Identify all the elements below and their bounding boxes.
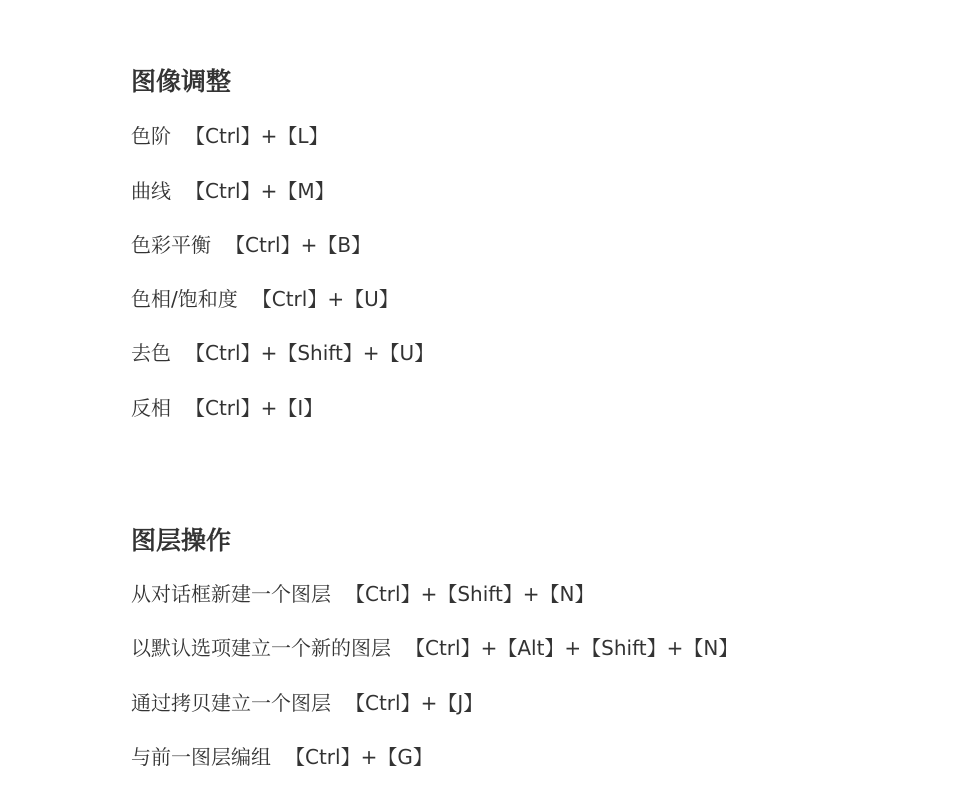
- shortcut-label: 色相/饱和度: [131, 287, 238, 311]
- shortcut-keys: 【Ctrl】+【B】: [225, 233, 372, 257]
- shortcut-keys: 【Ctrl】+【U】: [251, 287, 399, 311]
- shortcut-line: [131, 285, 399, 313]
- shortcut-line: [131, 177, 335, 205]
- shortcut-line: [131, 580, 595, 608]
- section-title-image-adjust: 图像调整: [131, 67, 232, 96]
- shortcut-label: 去色: [131, 341, 171, 365]
- shortcut-label: 曲线: [131, 179, 171, 203]
- shortcut-label: 以默认选项建立一个新的图层: [131, 636, 391, 660]
- shortcut-label: 色阶: [131, 124, 171, 148]
- shortcut-keys: 【Ctrl】+【Shift】+【N】: [345, 582, 595, 606]
- shortcut-label: 反相: [131, 396, 171, 420]
- shortcut-label: 与前一图层编组: [131, 745, 271, 769]
- shortcut-line: [131, 689, 483, 717]
- section-title-layer-ops: 图层操作: [131, 526, 232, 555]
- shortcut-line: [131, 339, 434, 367]
- shortcut-line: [131, 634, 738, 662]
- shortcut-line: [131, 231, 371, 259]
- shortcut-line: [131, 394, 323, 422]
- shortcut-line: [131, 743, 433, 771]
- shortcut-keys: 【Ctrl】+【J】: [345, 691, 484, 715]
- shortcut-keys: 【Ctrl】+【I】: [185, 396, 324, 420]
- shortcut-keys: 【Ctrl】+【Shift】+【U】: [185, 341, 435, 365]
- shortcut-label: 通过拷贝建立一个图层: [131, 691, 331, 715]
- shortcut-line: [131, 122, 329, 150]
- shortcut-keys: 【Ctrl】+【L】: [185, 124, 329, 148]
- shortcut-label: 色彩平衡: [131, 233, 211, 257]
- shortcut-label: 从对话框新建一个图层: [131, 582, 331, 606]
- shortcut-keys: 【Ctrl】+【Alt】+【Shift】+【N】: [405, 636, 739, 660]
- shortcut-keys: 【Ctrl】+【M】: [185, 179, 335, 203]
- shortcut-keys: 【Ctrl】+【G】: [285, 745, 433, 769]
